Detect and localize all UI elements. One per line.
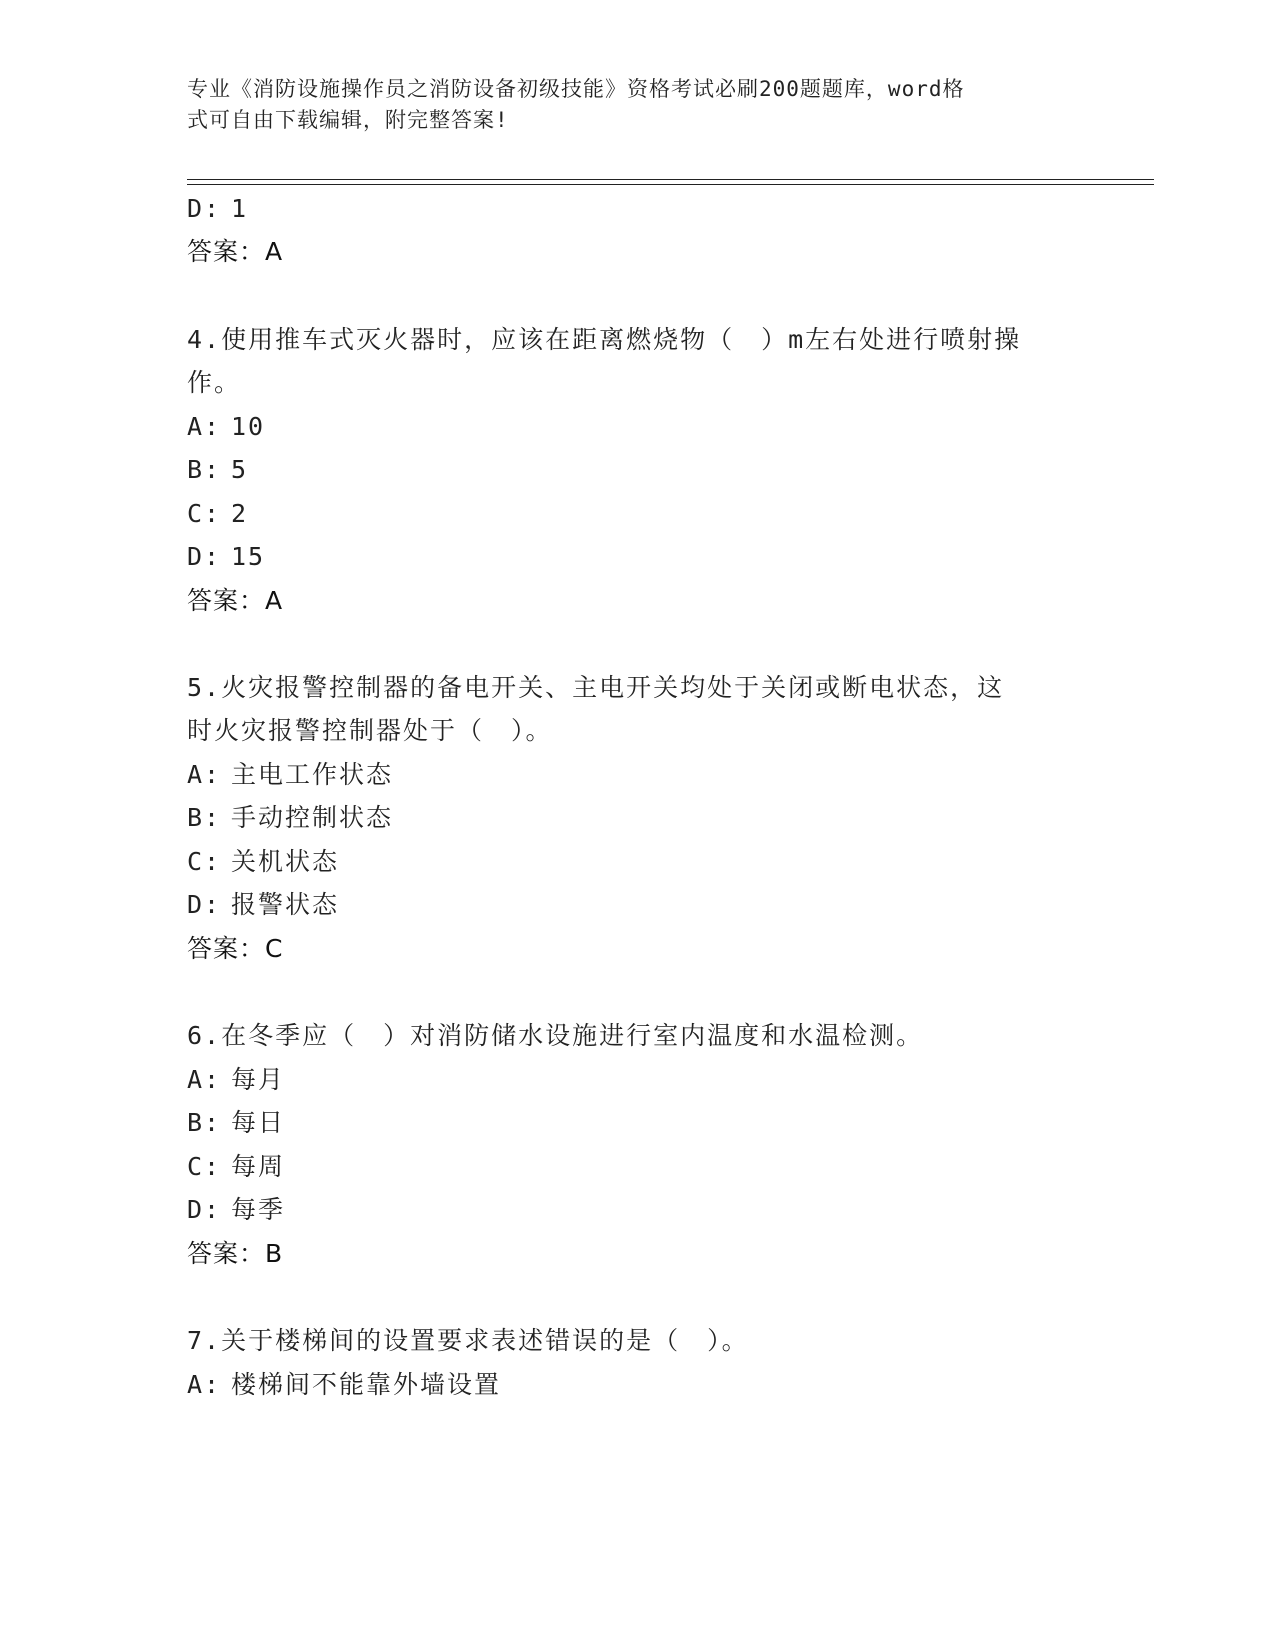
question-6-stem-line1: 6.在冬季应（ ）对消防储水设施进行室内温度和水温检测。: [187, 1021, 924, 1050]
option-text: 5: [231, 455, 249, 484]
question-5-answer: 答案：C: [187, 934, 284, 963]
option-text: 每周: [231, 1152, 286, 1181]
question-4-option-d: [187, 542, 265, 572]
document-header: [187, 74, 1067, 136]
question-7-option-a: [187, 1370, 501, 1400]
question-4-option-c: [187, 499, 248, 529]
question-6-option-c: [187, 1152, 285, 1182]
option-label: A:: [187, 1370, 222, 1399]
option-label: A:: [187, 1065, 222, 1094]
option-text: 关机状态: [231, 847, 340, 876]
option-label: A:: [187, 760, 222, 789]
option-text: 每日: [231, 1108, 286, 1137]
prev-question-option-d: [187, 194, 248, 224]
question-4-option-a: [187, 412, 265, 442]
option-label: D:: [187, 1195, 222, 1224]
header-title-line2: 式可自由下载编辑，附完整答案!: [187, 108, 509, 132]
option-text: 主电工作状态: [231, 760, 394, 789]
option-label: D:: [187, 890, 222, 919]
question-6-answer: 答案：B: [187, 1239, 284, 1268]
option-label: D:: [187, 194, 222, 223]
question-5-stem-line2: 时火灾报警控制器处于（ ）。: [187, 716, 553, 745]
option-label: D:: [187, 542, 222, 571]
option-label: B:: [187, 1108, 222, 1137]
question-5-option-a: [187, 760, 393, 790]
question-4-option-b: [187, 455, 248, 485]
option-text: 每季: [231, 1195, 286, 1224]
option-label: C:: [187, 847, 222, 876]
header-divider-bottom: [187, 184, 1154, 185]
header-divider-top: [187, 179, 1154, 180]
option-text: 2: [231, 499, 249, 528]
header-title-line1: 专业《消防设施操作员之消防设备初级技能》资格考试必刷200题题库，word格: [187, 77, 965, 101]
question-4-stem-line1: 4.使用推车式灭火器时，应该在距离燃烧物（ ）m左右处进行喷射操: [187, 325, 1022, 354]
question-6-option-a: [187, 1065, 285, 1095]
question-5-option-d: [187, 890, 339, 920]
prev-question-answer: 答案：A: [187, 237, 284, 266]
question-6-option-b: [187, 1108, 285, 1138]
option-label: A:: [187, 412, 222, 441]
question-5-stem-line1: 5.火灾报警控制器的备电开关、主电开关均处于关闭或断电状态，这: [187, 673, 1005, 702]
option-text: 10: [231, 412, 266, 441]
option-text: 报警状态: [231, 890, 340, 919]
question-4-answer: 答案：A: [187, 586, 284, 615]
option-label: B:: [187, 803, 222, 832]
option-text: 1: [231, 194, 249, 223]
question-6-option-d: [187, 1195, 285, 1225]
option-label: C:: [187, 1152, 222, 1181]
question-5-option-b: [187, 803, 393, 833]
question-4-stem-line2: 作。: [187, 368, 242, 397]
option-text: 每月: [231, 1065, 286, 1094]
option-text: 楼梯间不能靠外墙设置: [231, 1370, 502, 1399]
question-5-option-c: [187, 847, 339, 877]
option-label: B:: [187, 455, 222, 484]
option-text: 15: [231, 542, 266, 571]
option-label: C:: [187, 499, 222, 528]
option-text: 手动控制状态: [231, 803, 394, 832]
question-7-stem-line1: 7.关于楼梯间的设置要求表述错误的是（ ）。: [187, 1326, 749, 1355]
